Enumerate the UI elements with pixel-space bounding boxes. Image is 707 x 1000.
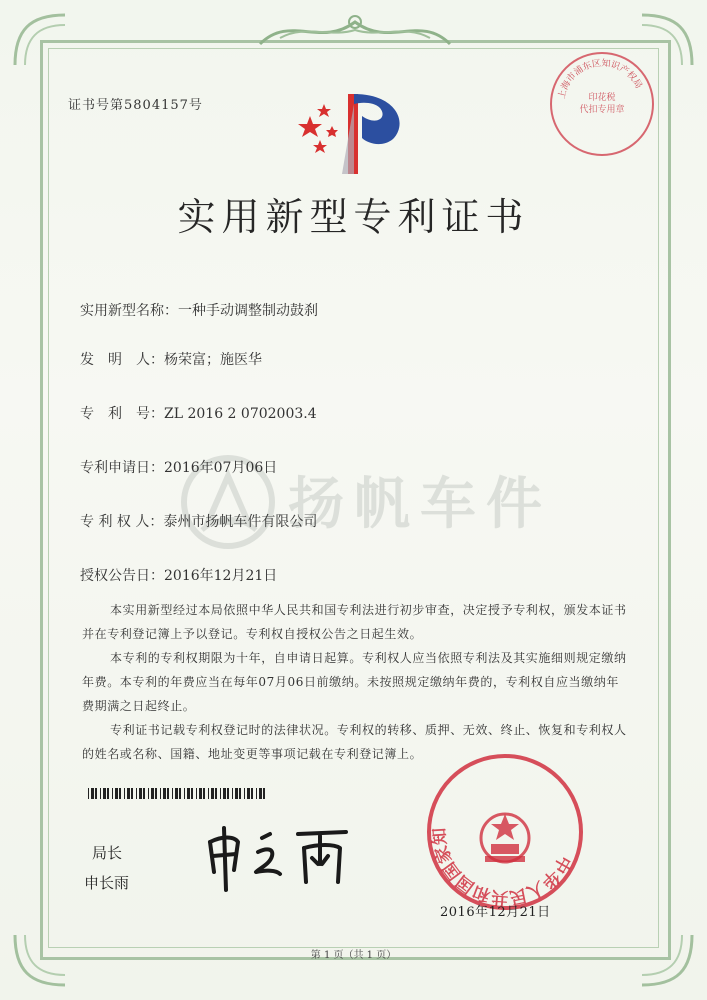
barcode-bar <box>151 788 154 799</box>
barcode-bar <box>191 788 193 799</box>
paragraph-legal-status: 专利证书记载专利权登记时的法律状况。专利权的转移、质押、无效、终止、恢复和专利权人的姓名或名称、国籍、地址变更等事项记载在专利登记簿上。 <box>82 723 627 761</box>
field-label: 专 利 权 人： <box>80 514 164 530</box>
field-utility-model-name <box>80 300 318 320</box>
barcode-bar <box>160 788 161 799</box>
tax-stamp <box>550 52 654 156</box>
barcode-bar <box>251 788 253 799</box>
barcode-bar <box>184 788 185 799</box>
patent-office-logo <box>296 86 412 178</box>
barcode-bar <box>115 788 118 799</box>
barcode-bar <box>235 788 238 799</box>
barcode-bar <box>247 788 250 799</box>
barcode-bar <box>131 788 133 799</box>
barcode-bar <box>203 788 205 799</box>
barcode-bar <box>187 788 190 799</box>
corner-ornament-top-left <box>10 10 70 70</box>
field-value: ZL 2016 2 0702003.4 <box>164 406 317 422</box>
field-value: 杨荣富；施医华 <box>164 352 262 368</box>
issue-date: 2016年12月21日 <box>440 905 551 920</box>
barcode-bar <box>208 788 209 799</box>
field-value: 泰州市扬帆车件有限公司 <box>163 514 318 530</box>
field-value: 一种手动调整制动鼓刹 <box>178 303 318 319</box>
barcode-bar <box>139 788 142 799</box>
barcode-bar <box>239 788 241 799</box>
barcode-bar <box>167 788 169 799</box>
field-application-date <box>80 457 277 477</box>
barcode-bar <box>163 788 166 799</box>
barcode-bar <box>227 788 229 799</box>
barcode-bar <box>220 788 221 799</box>
barcode-bar <box>91 788 94 799</box>
page-number: 第 1 页（共 1 页） <box>310 950 397 961</box>
barcode-bar <box>215 788 217 799</box>
tax-stamp-line-1: 印花税 <box>588 93 616 103</box>
barcode-bar <box>124 788 125 799</box>
barcode <box>88 784 268 795</box>
barcode-bar <box>136 788 137 799</box>
barcode-bar <box>199 788 202 799</box>
barcode-bar <box>179 788 181 799</box>
certificate-title: 实用新型专利证书 <box>177 195 530 239</box>
field-inventor <box>80 349 262 369</box>
official-seal <box>425 752 585 912</box>
barcode-bar <box>107 788 109 799</box>
barcode-bar <box>175 788 178 799</box>
barcode-bar <box>103 788 106 799</box>
field-label: 实用新型名称： <box>80 303 178 319</box>
barcode-bar <box>256 788 257 799</box>
official-seal-text: 中华人民共和国国家知 <box>429 827 575 908</box>
barcode-bar <box>263 788 265 799</box>
watermark-text: 扬帆车件 <box>288 472 552 537</box>
field-patent-number <box>80 403 317 423</box>
tax-stamp-line-2: 代扣专用章 <box>579 105 625 115</box>
barcode-bar <box>100 788 101 799</box>
barcode-bar <box>88 788 89 799</box>
field-label: 专 利 号： <box>80 406 164 422</box>
field-label: 专利申请日： <box>80 460 164 476</box>
field-patentee <box>80 511 317 531</box>
barcode-bar <box>259 788 262 799</box>
field-value: 2016年12月21日 <box>164 568 278 584</box>
barcode-bar <box>148 788 149 799</box>
barcode-bar <box>232 788 233 799</box>
field-label: 发 明 人： <box>80 352 164 368</box>
barcode-bar <box>112 788 113 799</box>
top-ornament <box>250 8 460 52</box>
barcode-bar <box>244 788 245 799</box>
tax-stamp-ring-text: 上海市浦东区知识产权局 <box>557 58 644 100</box>
barcode-bar <box>127 788 130 799</box>
director-signature <box>200 812 360 892</box>
paragraph-term-statement: 本专利的专利权期限为十年，自申请日起算。专利权人应当依照专利法及其实施细则规定缴纳年费。本专利的年费应当在每年07月06日前缴纳。未按照规定缴纳年费的，专利权自应当缴纳年费期满之日起终止。 <box>82 651 627 713</box>
director-title: 局长 <box>92 844 123 862</box>
certificate-number: 证书号第5804157号 <box>68 98 203 113</box>
barcode-bar <box>223 788 226 799</box>
field-grant-date <box>80 565 277 585</box>
paragraph-grant-statement: 本实用新型经过本局依照中华人民共和国专利法进行初步审查，决定授予专利权，颁发本证书并在专利登记簿上予以登记。专利权自授权公告之日起生效。 <box>82 603 627 641</box>
barcode-bar <box>155 788 157 799</box>
barcode-bar <box>172 788 173 799</box>
field-label: 授权公告日： <box>80 568 164 584</box>
barcode-bar <box>143 788 145 799</box>
field-value: 2016年07月06日 <box>164 460 278 476</box>
tax-stamp-center <box>552 92 652 116</box>
barcode-bar <box>119 788 121 799</box>
barcode-bar <box>196 788 197 799</box>
director-name: 申长雨 <box>84 874 130 892</box>
barcode-bar <box>95 788 97 799</box>
barcode-bar <box>211 788 214 799</box>
